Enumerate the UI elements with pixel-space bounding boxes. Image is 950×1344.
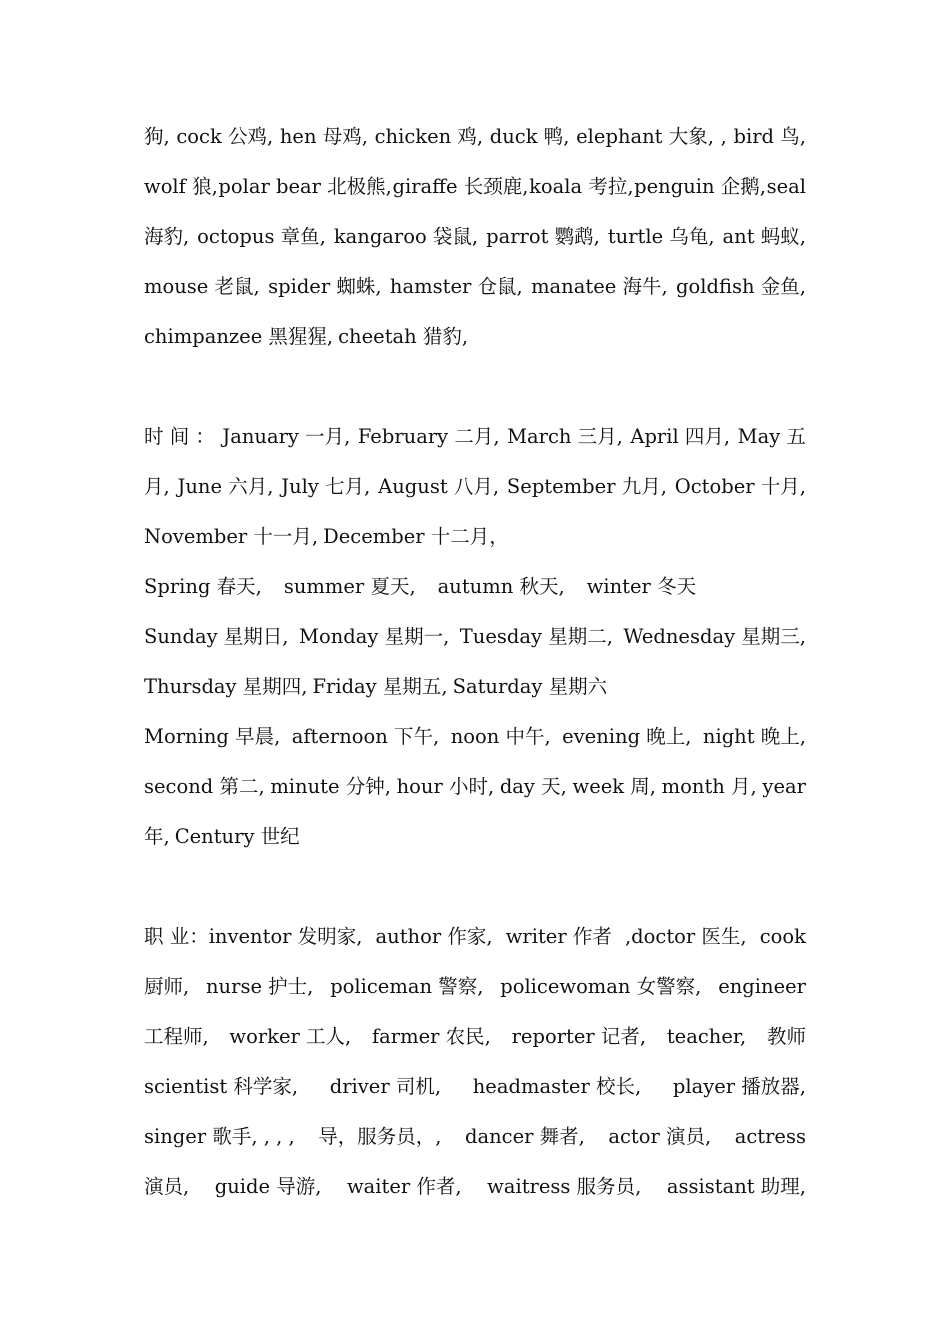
word: August 八月, (378, 475, 500, 498)
word: kangaroo 袋鼠, (333, 225, 479, 248)
word: manatee 海牛, (531, 275, 668, 298)
jobs-section (144, 912, 806, 1212)
time-section (144, 412, 806, 862)
word: elephant 大象, (576, 125, 714, 148)
word: hamster 仓鼠, (389, 275, 523, 298)
word: 演员, (144, 1175, 190, 1198)
word: 狗, (144, 125, 170, 148)
word: January 一月, (222, 425, 351, 448)
text-line (144, 662, 806, 712)
word: October 十月, (674, 475, 806, 498)
word: 厨师, (144, 975, 190, 998)
word: teacher, (666, 1025, 747, 1048)
word: waiter 作者, (346, 1175, 462, 1198)
word: Wednesday 星期三, (623, 625, 806, 648)
word: policeman 警察, (330, 975, 484, 998)
text-line (144, 412, 806, 462)
word: assistant 助理, (666, 1175, 806, 1198)
word: March 三月, (507, 425, 623, 448)
word: bird 鸟, (733, 125, 806, 148)
word: ant 蚂蚁, (722, 225, 806, 248)
word: second 第二, (144, 775, 265, 798)
text-line (144, 612, 806, 662)
word: month 月, (661, 775, 757, 798)
word: actor 演员, (608, 1125, 712, 1148)
word: octopus 章鱼, (197, 225, 326, 248)
word: Saturday 星期六 (452, 675, 608, 698)
word: worker 工人, (229, 1025, 352, 1048)
word: May 五 (737, 425, 806, 448)
word: farmer 农民, (371, 1025, 491, 1048)
word: noon 中午, (450, 725, 551, 748)
text-line (144, 312, 806, 362)
word: cheetah 猎豹, (338, 325, 469, 348)
word: hen 母鸡, (279, 125, 368, 148)
word: policewoman 女警察, (500, 975, 702, 998)
text-line (144, 1062, 806, 1112)
word: 海豹, (144, 225, 190, 248)
word: evening 晚上, (562, 725, 692, 748)
word: author 作家, (375, 925, 493, 948)
word: wolf 狼, (144, 175, 218, 198)
word: April 四月, (630, 425, 731, 448)
paragraph-gap (144, 862, 806, 912)
word: engineer (718, 975, 806, 998)
word: Thursday 星期四, (144, 675, 308, 698)
word: minute 分钟, (270, 775, 391, 798)
text-line (144, 562, 806, 612)
word: mouse 老鼠, (144, 275, 260, 298)
text-line (144, 462, 806, 512)
word: Monday 星期一, (298, 625, 450, 648)
text-line (144, 1012, 806, 1062)
word: penguin 企鹅, (634, 175, 766, 198)
text-line (144, 762, 806, 812)
word: November 十一月, (144, 525, 319, 548)
word: year (762, 775, 806, 798)
text-line (144, 912, 806, 962)
word: 年, (144, 825, 170, 848)
text-line (144, 962, 806, 1012)
text-line (144, 1162, 806, 1212)
paragraph-gap (144, 362, 806, 412)
word: parrot 鹦鹉, (486, 225, 600, 248)
word: actress (734, 1125, 806, 1148)
word: cock 公鸡, (176, 125, 274, 148)
text-line (144, 262, 806, 312)
word: summer 夏天, (283, 575, 416, 598)
word: Century 世纪 (174, 825, 300, 848)
word: night 晚上, (702, 725, 806, 748)
word: ,doctor 医生, (624, 925, 747, 948)
word: player 播放器, (672, 1075, 806, 1098)
text-line (144, 162, 806, 212)
word: winter 冬天 (586, 575, 697, 598)
word: June 六月, (177, 475, 274, 498)
word: guide 导游, (214, 1175, 322, 1198)
word: koala 考拉, (529, 175, 634, 198)
word: seal (766, 175, 806, 198)
text-line (144, 1112, 806, 1162)
word: driver 司机, (329, 1075, 442, 1098)
word: goldfish 金鱼, (676, 275, 806, 298)
word: waitress 服务员, (487, 1175, 642, 1198)
word: dancer 舞者, (464, 1125, 585, 1148)
text-line (144, 112, 806, 162)
word: singer 歌手, , , , (144, 1125, 295, 1148)
word: 工程师, (144, 1025, 209, 1048)
word: duck 鸭, (489, 125, 570, 148)
word: spider 蜘蛛, (268, 275, 382, 298)
word: turtle 乌龟, (607, 225, 715, 248)
word: giraffe 长颈鹿, (392, 175, 529, 198)
text-line (144, 812, 806, 862)
word: week 周, (572, 775, 657, 798)
document-page (144, 112, 806, 1212)
word: 教师 (766, 1025, 806, 1048)
text-line (144, 512, 806, 562)
word: , (720, 125, 727, 148)
text-line (144, 712, 806, 762)
word: reporter 记者, (511, 1025, 647, 1048)
text-line (144, 212, 806, 262)
animals-section (144, 112, 806, 362)
word: Friday 星期五, (312, 675, 448, 698)
word: Morning 早晨, (144, 725, 281, 748)
word: day 天, (499, 775, 567, 798)
word: writer 作者 (505, 925, 612, 948)
word: scientist 科学家, (144, 1075, 299, 1098)
word: September 九月, (506, 475, 667, 498)
word: 时 间 ： (144, 425, 215, 448)
word: 职 业：inventor 发明家, (144, 925, 363, 948)
word: 导，服务员，, (318, 1125, 442, 1148)
word: December 十二月， (323, 525, 509, 548)
word: 月, (144, 475, 170, 498)
word: nurse 护士, (206, 975, 314, 998)
word: Spring 春天, (144, 575, 262, 598)
word: chimpanzee 黑猩猩, (144, 325, 334, 348)
word: headmaster 校长, (472, 1075, 642, 1098)
word: afternoon 下午, (291, 725, 440, 748)
word: hour 小时, (396, 775, 495, 798)
word: February 二月, (357, 425, 500, 448)
word: Sunday 星期日, (144, 625, 289, 648)
word: July 七月, (281, 475, 371, 498)
word: Tuesday 星期二, (459, 625, 613, 648)
word: chicken 鸡, (374, 125, 484, 148)
word: polar bear 北极熊, (218, 175, 392, 198)
word: cook (759, 925, 806, 948)
word: autumn 秋天, (437, 575, 565, 598)
